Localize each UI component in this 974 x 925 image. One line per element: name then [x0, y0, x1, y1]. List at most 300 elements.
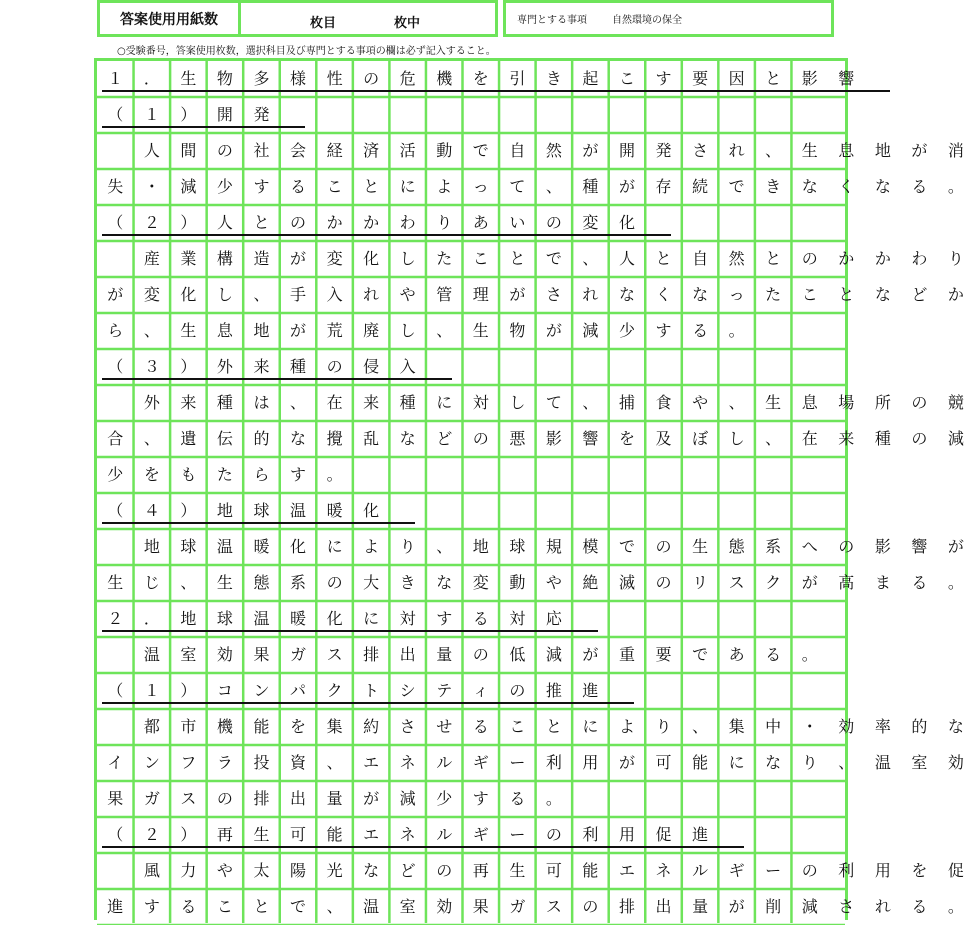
grid-cell-char: の: [911, 393, 928, 412]
grid-cell-char: 減: [582, 321, 599, 340]
grid-cell-char: 然: [545, 141, 562, 160]
grid-cell-char: 社: [253, 141, 270, 160]
grid-cell-char: か: [874, 249, 891, 268]
grid-cell-char: 低: [509, 645, 526, 664]
grid-cell-char: ）: [180, 105, 197, 124]
grid-cell-char: 少: [216, 177, 233, 196]
sheet-total-field[interactable]: 枚中: [394, 16, 421, 31]
grid-cell-char: ）: [180, 825, 197, 844]
grid-cell-char: 中: [765, 717, 782, 736]
grid-cell-char: 温: [216, 537, 233, 556]
grid-cell-char: 場: [838, 393, 855, 412]
grid-cell-char: 効: [947, 753, 964, 772]
grid-cell-char: （: [107, 681, 124, 700]
grid-cell-char: 、: [326, 897, 343, 916]
grid-cell-char: 少: [107, 465, 124, 484]
grid-cell-char: て: [545, 393, 562, 412]
grid-cell-char: 種: [399, 393, 416, 412]
grid-cell-char: 生: [765, 393, 782, 412]
grid-cell-char: 量: [436, 645, 453, 664]
grid-cell-char: 産: [143, 249, 160, 268]
grid-cell-char: 、: [582, 393, 599, 412]
grid-cell-char: 続: [692, 177, 709, 196]
grid-cell-char: し: [399, 321, 416, 340]
grid-cell-char: あ: [728, 645, 745, 664]
grid-cell-char: な: [874, 177, 891, 196]
grid-cell-char: 球: [180, 537, 197, 556]
grid-cell-char: 、: [290, 393, 307, 412]
grid-cell-char: 存: [655, 177, 672, 196]
grid-cell-char: ）: [180, 501, 197, 520]
grid-cell-char: る: [911, 177, 928, 196]
grid-cell-char: に: [728, 753, 745, 772]
grid-cell-char: 人: [143, 141, 160, 160]
grid-cell-char: れ: [728, 141, 745, 160]
answer-grid: [94, 58, 964, 920]
grid-cell-char: の: [582, 897, 599, 916]
grid-cell-char: 引: [509, 69, 526, 88]
grid-cell-char: と: [253, 213, 270, 232]
grid-cell-char: ネ: [655, 861, 672, 880]
grid-cell-char: の: [472, 429, 489, 448]
heading-row: [97, 97, 845, 133]
grid-cell-char: 的: [911, 717, 928, 736]
grid-cell-char: 率: [874, 717, 891, 736]
grid-cell-char: 対: [509, 609, 526, 628]
grid-cell-char: な: [618, 285, 635, 304]
grid-cell-char: が: [801, 573, 818, 592]
grid-cell-char: ー: [509, 753, 526, 772]
grid-cell-char: な: [765, 753, 782, 772]
grid-cell-char: こ: [326, 177, 343, 196]
text-row: [97, 277, 964, 313]
grid-cell-char: す: [436, 609, 453, 628]
grid-cell-char: た: [216, 465, 233, 484]
grid-cell-char: 能: [253, 717, 270, 736]
grid-cell-char: 量: [326, 789, 343, 808]
grid-cell-char: か: [947, 285, 964, 304]
grid-cell-char: が: [107, 285, 124, 304]
grid-cell-char: と: [509, 249, 526, 268]
grid-cell-char: し: [216, 285, 233, 304]
instruction-text: ○受験番号，答案使用枚数，選択科目及び専門とする事項の欄は必ず記入すること。: [117, 46, 496, 57]
grid-cell-char: 生: [253, 825, 270, 844]
grid-cell-char: ）: [180, 213, 197, 232]
grid-cell-char: ラ: [216, 753, 233, 772]
grid-cell-char: し: [399, 249, 416, 268]
grid-cell-char: 利: [545, 753, 562, 772]
grid-cell-char: ２: [107, 609, 124, 628]
grid-cell-char: る: [290, 177, 307, 196]
grid-cell-char: こ: [801, 285, 818, 304]
grid-cell-char: 。: [545, 789, 562, 808]
grid-cell-char: 暖: [326, 501, 343, 520]
grid-cell-char: 化: [326, 609, 343, 628]
grid-cell-char: 管: [436, 285, 453, 304]
heading-underline: [102, 378, 451, 380]
grid-cell-char: 種: [290, 357, 307, 376]
grid-cell-char: よ: [363, 537, 380, 556]
grid-cell-char: で: [290, 897, 307, 916]
grid-cell-char: ・: [801, 717, 818, 736]
grid-cell-char: た: [436, 249, 453, 268]
grid-cell-char: で: [618, 537, 635, 556]
grid-cell-char: 響: [911, 537, 928, 556]
grid-cell-char: 変: [582, 213, 599, 232]
grid-cell-char: 果: [253, 645, 270, 664]
grid-cell-char: 。: [947, 573, 964, 592]
grid-cell-char: 滅: [618, 573, 635, 592]
grid-cell-char: 高: [838, 573, 855, 592]
grid-cell-char: ど: [436, 429, 453, 448]
grid-cell-char: わ: [399, 213, 416, 232]
grid-cell-char: が: [545, 321, 562, 340]
grid-cell-char: を: [290, 717, 307, 736]
grid-cell-char: 果: [107, 789, 124, 808]
grid-cell-char: [97, 529, 134, 565]
grid-cell-char: の: [655, 573, 672, 592]
grid-cell-char: 伝: [216, 429, 233, 448]
heading-underline: [102, 702, 634, 704]
grid-cell-char: あ: [472, 213, 489, 232]
grid-cell-char: 来: [180, 393, 197, 412]
grid-cell-char: 、: [582, 249, 599, 268]
grid-cell-char: と: [765, 69, 782, 88]
grid-cell-char: な: [290, 429, 307, 448]
grid-cell-char: 理: [472, 285, 489, 304]
grid-cell-char: で: [472, 141, 489, 160]
grid-cell-char: 入: [399, 357, 416, 376]
grid-cell-char: １: [107, 69, 124, 88]
grid-cell-char: 態: [253, 573, 270, 592]
grid-cell-char: 光: [326, 861, 343, 880]
grid-cell-char: 発: [253, 105, 270, 124]
grid-cell-char: や: [545, 573, 562, 592]
grid-cell-char: 悪: [509, 429, 526, 448]
grid-cell-char: な: [801, 177, 818, 196]
grid-cell-char: 生: [472, 321, 489, 340]
grid-cell-char: の: [216, 789, 233, 808]
grid-cell-char: 息: [838, 141, 855, 160]
heading-row: [97, 205, 845, 241]
grid-cell-char: が: [618, 177, 635, 196]
grid-cell-char: ル: [436, 753, 453, 772]
grid-cell-char: が: [728, 897, 745, 916]
grid-cell-char: じ: [143, 573, 160, 592]
text-row: [97, 709, 964, 745]
grid-cell-char: １: [143, 105, 160, 124]
grid-cell-char: 合: [107, 429, 124, 448]
grid-cell-char: 減: [801, 897, 818, 916]
grid-cell-char: 重: [618, 645, 635, 664]
grid-cell-char: 室: [180, 645, 197, 664]
grid-cell-char: っ: [728, 285, 745, 304]
text-row: [97, 385, 964, 421]
grid-cell-char: の: [911, 429, 928, 448]
grid-cell-char: シ: [399, 681, 416, 700]
grid-cell-char: い: [509, 213, 526, 232]
grid-cell-char: の: [436, 861, 453, 880]
grid-cell-char: 削: [765, 897, 782, 916]
grid-cell-char: ど: [399, 861, 416, 880]
grid-cell-char: 、: [143, 429, 160, 448]
grid-cell-char: 因: [728, 69, 745, 88]
grid-cell-char: す: [143, 897, 160, 916]
grid-cell-char: さ: [692, 141, 709, 160]
grid-cell-char: 荒: [326, 321, 343, 340]
grid-cell-char: の: [545, 213, 562, 232]
grid-cell-char: 、: [326, 753, 343, 772]
grid-cell-char: や: [399, 285, 416, 304]
grid-cell-char: 投: [253, 753, 270, 772]
grid-cell-char: 地: [253, 321, 270, 340]
grid-cell-char: 進: [582, 681, 599, 700]
grid-cell-char: 可: [655, 753, 672, 772]
text-row: [97, 313, 845, 349]
grid-cell-char: ル: [436, 825, 453, 844]
grid-cell-char: テ: [436, 681, 453, 700]
grid-cell-char: ス: [545, 897, 562, 916]
grid-cell-char: 外: [143, 393, 160, 412]
grid-cell-char: 生: [107, 573, 124, 592]
grid-cell-char: 種: [216, 393, 233, 412]
grid-cell-char: 、: [253, 285, 270, 304]
grid-cell-char: 球: [216, 609, 233, 628]
grid-cell-char: 人: [216, 213, 233, 232]
grid-cell-char: ２: [143, 825, 160, 844]
grid-cell-char: 室: [911, 753, 928, 772]
grid-cell-char: 動: [436, 141, 453, 160]
grid-cell-char: や: [216, 861, 233, 880]
grid-cell-char: 進: [692, 825, 709, 844]
grid-cell-char: か: [838, 249, 855, 268]
grid-cell-char: 、: [692, 717, 709, 736]
grid-cell-char: 要: [655, 645, 672, 664]
grid-cell-char: 化: [363, 249, 380, 268]
grid-cell-char: （: [107, 213, 124, 232]
grid-cell-char: る: [472, 609, 489, 628]
grid-cell-char: こ: [472, 249, 489, 268]
grid-cell-char: ィ: [472, 681, 489, 700]
grid-cell-char: イ: [107, 753, 124, 772]
grid-cell-char: 促: [655, 825, 672, 844]
grid-cell-char: 温: [363, 897, 380, 916]
heading-underline: [102, 234, 670, 236]
grid-cell-char: の: [326, 573, 343, 592]
grid-cell-char: り: [801, 753, 818, 772]
grid-cell-char: 少: [618, 321, 635, 340]
grid-cell-char: き: [399, 573, 416, 592]
grid-cell-char: れ: [874, 897, 891, 916]
grid-cell-char: 能: [692, 753, 709, 772]
grid-cell-char: で: [692, 645, 709, 664]
grid-cell-char: 生: [216, 573, 233, 592]
grid-cell-char: ぼ: [692, 429, 709, 448]
grid-cell-char: ト: [363, 681, 380, 700]
grid-cell-char: 消: [947, 141, 964, 160]
grid-cell-char: 息: [801, 393, 818, 412]
grid-cell-char: り: [436, 213, 453, 232]
grid-cell-char: す: [472, 789, 489, 808]
grid-cell-char: 影: [874, 537, 891, 556]
grid-cell-char: 力: [180, 861, 197, 880]
grid-cell-char: の: [363, 69, 380, 88]
grid-cell-char: 地: [216, 501, 233, 520]
grid-cell-char: 温: [874, 753, 891, 772]
grid-cell-char: さ: [545, 285, 562, 304]
grid-cell-char: 市: [180, 717, 197, 736]
grid-cell-char: 来: [363, 393, 380, 412]
grid-cell-char: 用: [874, 861, 891, 880]
grid-cell-char: 減: [947, 429, 964, 448]
grid-cell-char: ．: [143, 609, 160, 628]
text-row: [97, 565, 964, 601]
grid-cell-char: 進: [107, 897, 124, 916]
grid-cell-char: 外: [216, 357, 233, 376]
grid-cell-char: 済: [363, 141, 380, 160]
grid-cell-char: ど: [911, 285, 928, 304]
grid-cell-char: さ: [399, 717, 416, 736]
grid-cell-char: っ: [472, 177, 489, 196]
grid-cell-char: の: [655, 537, 672, 556]
grid-cell-char: ス: [728, 573, 745, 592]
grid-cell-char: 失: [107, 177, 124, 196]
text-row: [97, 421, 964, 457]
grid-cell-char: 種: [874, 429, 891, 448]
grid-cell-char: 能: [326, 825, 343, 844]
grid-cell-char: と: [838, 285, 855, 304]
grid-cell-char: 絶: [582, 573, 599, 592]
grid-cell-char: ）: [180, 357, 197, 376]
grid-cell-char: 集: [728, 717, 745, 736]
grid-cell-char: な: [399, 429, 416, 448]
grid-cell-char: 生: [692, 537, 709, 556]
text-row: [97, 169, 964, 205]
heading-row: [97, 601, 845, 637]
grid-cell-char: が: [947, 537, 964, 556]
grid-cell-char: す: [253, 177, 270, 196]
grid-cell-char: 規: [545, 537, 562, 556]
grid-cell-char: す: [290, 465, 307, 484]
grid-cell-char: れ: [582, 285, 599, 304]
grid-cell-char: の: [801, 249, 818, 268]
grid-cell-char: の: [326, 357, 343, 376]
grid-cell-char: 性: [326, 69, 343, 88]
grid-cell-char: ．: [143, 69, 160, 88]
grid-cell-char: リ: [692, 573, 709, 592]
grid-cell-char: わ: [911, 249, 928, 268]
grid-cell-char: 影: [801, 69, 818, 88]
grid-cell-char: （: [107, 357, 124, 376]
text-row: [97, 853, 964, 889]
sheet-count-box: [97, 0, 498, 37]
grid-cell-char: こ: [509, 717, 526, 736]
grid-cell-char: 、: [180, 573, 197, 592]
grid-cell-char: な: [363, 861, 380, 880]
grid-cell-char: 球: [253, 501, 270, 520]
grid-cell-char: が: [911, 141, 928, 160]
grid-cell-char: 影: [545, 429, 562, 448]
grid-cell-char: 開: [618, 141, 635, 160]
grid-cell-char: 対: [472, 393, 489, 412]
grid-cell-char: へ: [801, 537, 818, 556]
grid-cell-char: ４: [143, 501, 160, 520]
grid-cell-char: ク: [326, 681, 343, 700]
grid-cell-char: 、: [838, 753, 855, 772]
text-row: [97, 637, 845, 673]
grid-cell-char: 、: [545, 177, 562, 196]
grid-cell-char: か: [326, 213, 343, 232]
grid-cell-char: 果: [472, 897, 489, 916]
text-row: [97, 745, 964, 781]
grid-cell-char: と: [253, 897, 270, 916]
grid-cell-char: す: [655, 69, 672, 88]
grid-cell-char: 生: [509, 861, 526, 880]
grid-cell-char: 利: [838, 861, 855, 880]
grid-cell-char: 太: [253, 861, 270, 880]
grid-cell-char: 温: [253, 609, 270, 628]
sheet-number-field[interactable]: 枚目: [310, 16, 337, 31]
grid-cell-char: ー: [509, 825, 526, 844]
grid-cell-char: ン: [253, 681, 270, 700]
grid-cell-char: 地: [874, 141, 891, 160]
grid-cell-char: ま: [874, 573, 891, 592]
grid-cell-char: ネ: [399, 753, 416, 772]
grid-cell-char: エ: [363, 753, 380, 772]
grid-cell-char: 系: [765, 537, 782, 556]
grid-cell-char: や: [692, 393, 709, 412]
grid-cell-char: エ: [618, 861, 635, 880]
grid-cell-char: 変: [326, 249, 343, 268]
grid-cell-char: を: [911, 861, 928, 880]
grid-cell-char: ガ: [290, 645, 307, 664]
grid-cell-char: 。: [947, 177, 964, 196]
grid-cell-char: が: [363, 789, 380, 808]
grid-cell-char: に: [436, 393, 453, 412]
specialty-value[interactable]: 自然環境の保全: [612, 15, 682, 26]
grid-cell-char: 応: [545, 609, 562, 628]
grid-cell-char: 入: [326, 285, 343, 304]
grid-cell-char: ネ: [399, 825, 416, 844]
grid-cell-char: 促: [947, 861, 964, 880]
grid-cell-char: 減: [399, 789, 416, 808]
grid-cell-char: が: [582, 645, 599, 664]
grid-cell-char: 風: [143, 861, 160, 880]
grid-cell-char: 効: [838, 717, 855, 736]
grid-cell-char: な: [874, 285, 891, 304]
grid-cell-char: と: [655, 249, 672, 268]
grid-cell-char: 捕: [618, 393, 635, 412]
grid-cell-char: ク: [765, 573, 782, 592]
grid-cell-char: な: [692, 285, 709, 304]
grid-cell-char: く: [838, 177, 855, 196]
grid-cell-char: 物: [509, 321, 526, 340]
grid-cell-char: ら: [107, 321, 124, 340]
grid-cell-char: 自: [509, 141, 526, 160]
grid-cell-char: し: [509, 393, 526, 412]
grid-cell-char: 侵: [363, 357, 380, 376]
grid-cell-char: 、: [765, 141, 782, 160]
grid-cell-char: ら: [253, 465, 270, 484]
grid-cell-char: る: [911, 573, 928, 592]
grid-cell-char: 模: [582, 537, 599, 556]
heading-underline: [102, 846, 743, 848]
grid-cell-char: て: [509, 177, 526, 196]
heading-underline: [102, 90, 890, 92]
grid-cell-char: 息: [216, 321, 233, 340]
grid-cell-char: る: [911, 897, 928, 916]
grid-cell-char: 人: [618, 249, 635, 268]
